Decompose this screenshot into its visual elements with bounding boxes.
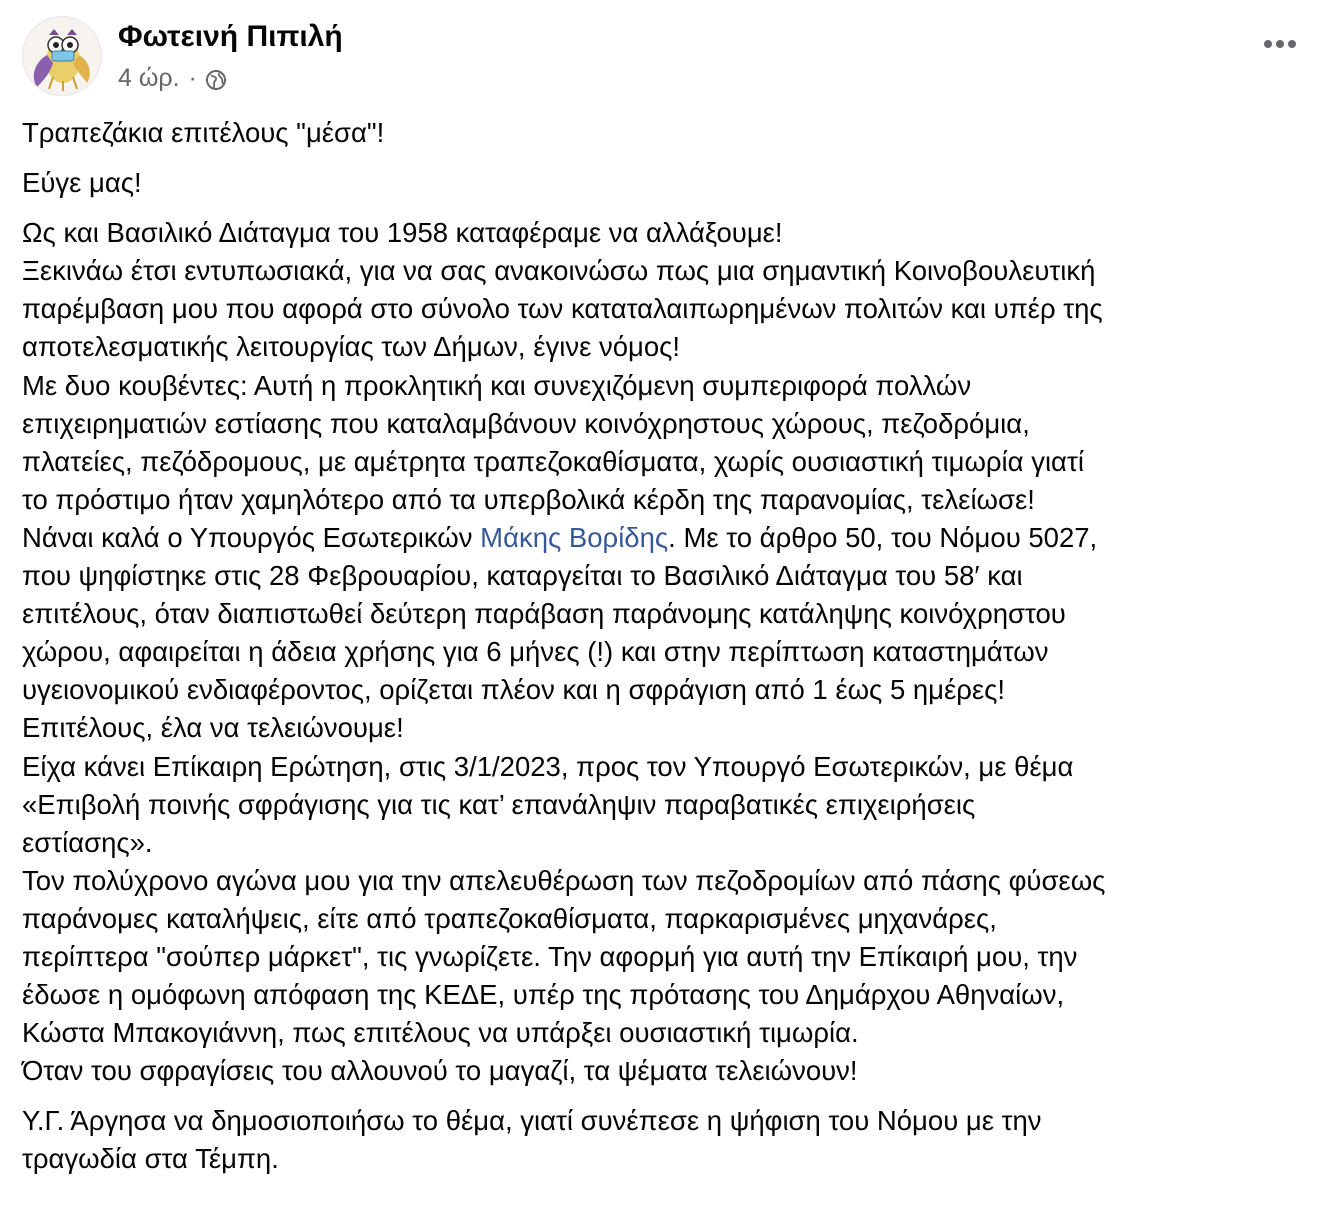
author-name[interactable]: Φωτεινή Πιπιλή (118, 20, 343, 53)
text-line: έδωσε η ομόφωνη απόφαση της ΚΕΔΕ, υπέρ της πρότασης του Δημάρχου Αθηναίων, (22, 979, 1065, 1011)
text-line: τραγωδία στα Τέμπη. (22, 1143, 279, 1175)
text-line: επιχειρηματιών εστίασης που καταλαμβάνουν κοινόχρηστους χώρους, πεζοδρόμια, (22, 407, 1030, 439)
text-line: επιτέλους, όταν διαπιστωθεί δεύτερη παράβαση παράνομης κατάληψης κοινόχρηστου (22, 598, 1066, 630)
text-line-with-mention (22, 519, 1317, 557)
text-line: Υ.Γ. Άργησα να δημοσιοποιήσω το θέμα, γιατί συνέπεσε η ψήφιση του Νόμου με την (22, 1105, 1042, 1137)
mention-before-text: Νάναι καλά ο Υπουργός Εσωτερικών (22, 521, 481, 553)
text-line: χώρου, αφαιρείται η άδεια χρήσης για 6 μήνες (!) και στην περίπτωση καταστημάτων (22, 636, 1049, 668)
text-line: παρέμβαση μου που αφορά στο σύνολο των καταταλαιπωρημένων πολιτών και υπέρ της (22, 293, 1103, 325)
text-line: Είχα κάνει Επίκαιρη Ερώτηση, στις 3/1/2023, προς τον Υπουργό Εσωτερικών, με θέμα (22, 750, 1074, 782)
text-line: παράνομες καταλήψεις, είτε από τραπεζοκαθίσματα, παρκαρισμένες μηχανάρες, (22, 902, 997, 934)
meta-separator: · (188, 64, 197, 92)
text-line: πλατείες, πεζόδρομους, με αμέτρητα τραπεζοκαθίσματα, χωρίς ουσιαστική τιμωρία γιατί (22, 445, 1084, 477)
globe-icon[interactable] (205, 69, 227, 91)
text-line: υγειονομικού ενδιαφέροντος, ορίζεται πλέον και η σφράγιση από 1 έως 5 ημέρες! (22, 674, 1006, 706)
text-line: Ως και Βασιλικό Διάταγμα του 1958 καταφέραμε να αλλάξουμε! (22, 217, 783, 249)
post-paragraph (22, 114, 1317, 152)
post-paragraph (22, 164, 1317, 202)
text-line: Με δυο κουβέντες: Αυτή η προκλητική και συνεχιζόμενη συμπεριφορά πολλών (22, 369, 972, 401)
post-body (22, 114, 1317, 1191)
post-header (22, 16, 1322, 100)
text-line: Εύγε μας! (22, 167, 142, 199)
text-line: Κώστα Μπακογιάννη, πως επιτέλους να υπάρξει ουσιαστική τιμωρία. (22, 1017, 859, 1049)
text-line: Τον πολύχρονο αγώνα μου για την απελευθέρωση των πεζοδρομίων από πάσης φύσεως (22, 864, 1106, 896)
post-meta (118, 64, 227, 93)
post-paragraph (22, 1102, 1317, 1178)
text-line: το πρόστιμο ήταν χαμηλότερο από τα υπερβολικά κέρδη της παρανομίας, τελείωσε! (22, 483, 1035, 515)
avatar[interactable] (22, 16, 102, 96)
text-line: που ψηφίστηκε στις 28 Φεβρουαρίου, καταργείται το Βασιλικό Διάταγμα του 58′ και (22, 560, 1023, 592)
post-time[interactable]: 4 ώρ. (118, 64, 180, 92)
text-line: εστίασης». (22, 826, 153, 858)
text-line: αποτελεσματικής λειτουργίας των Δήμων, έγινε νόμος! (22, 331, 681, 363)
owl-avatar-image (23, 17, 101, 95)
text-line: περίπτερα "σούπερ μάρκετ", τις γνωρίζετε. Την αφορμή για αυτή την Επίκαιρή μου, την (22, 940, 1078, 972)
text-line: Όταν του σφραγίσεις του αλλουνού το μαγαζί, τα ψέματα τελειώνουν! (22, 1055, 858, 1087)
text-line: Επιτέλους, έλα να τελειώνουμε! (22, 712, 404, 744)
mention-after-text: . Με το άρθρο 50, του Νόμου 5027, (668, 521, 1098, 553)
more-options-icon[interactable] (1252, 24, 1308, 64)
text-line: Τραπεζάκια επιτέλους "μέσα"! (22, 117, 385, 148)
text-line: «Επιβολή ποινής σφράγισης για τις κατ’ επανάληψιν παραβατικές επιχειρήσεις (22, 788, 976, 820)
post-paragraph (22, 214, 1317, 1090)
text-line: Ξεκινάω έτσι εντυπωσιακά, για να σας ανακοινώσω πως μια σημαντική Κοινοβουλευτική (22, 255, 1096, 287)
mention-link[interactable]: Μάκης Βορίδης (480, 521, 669, 553)
